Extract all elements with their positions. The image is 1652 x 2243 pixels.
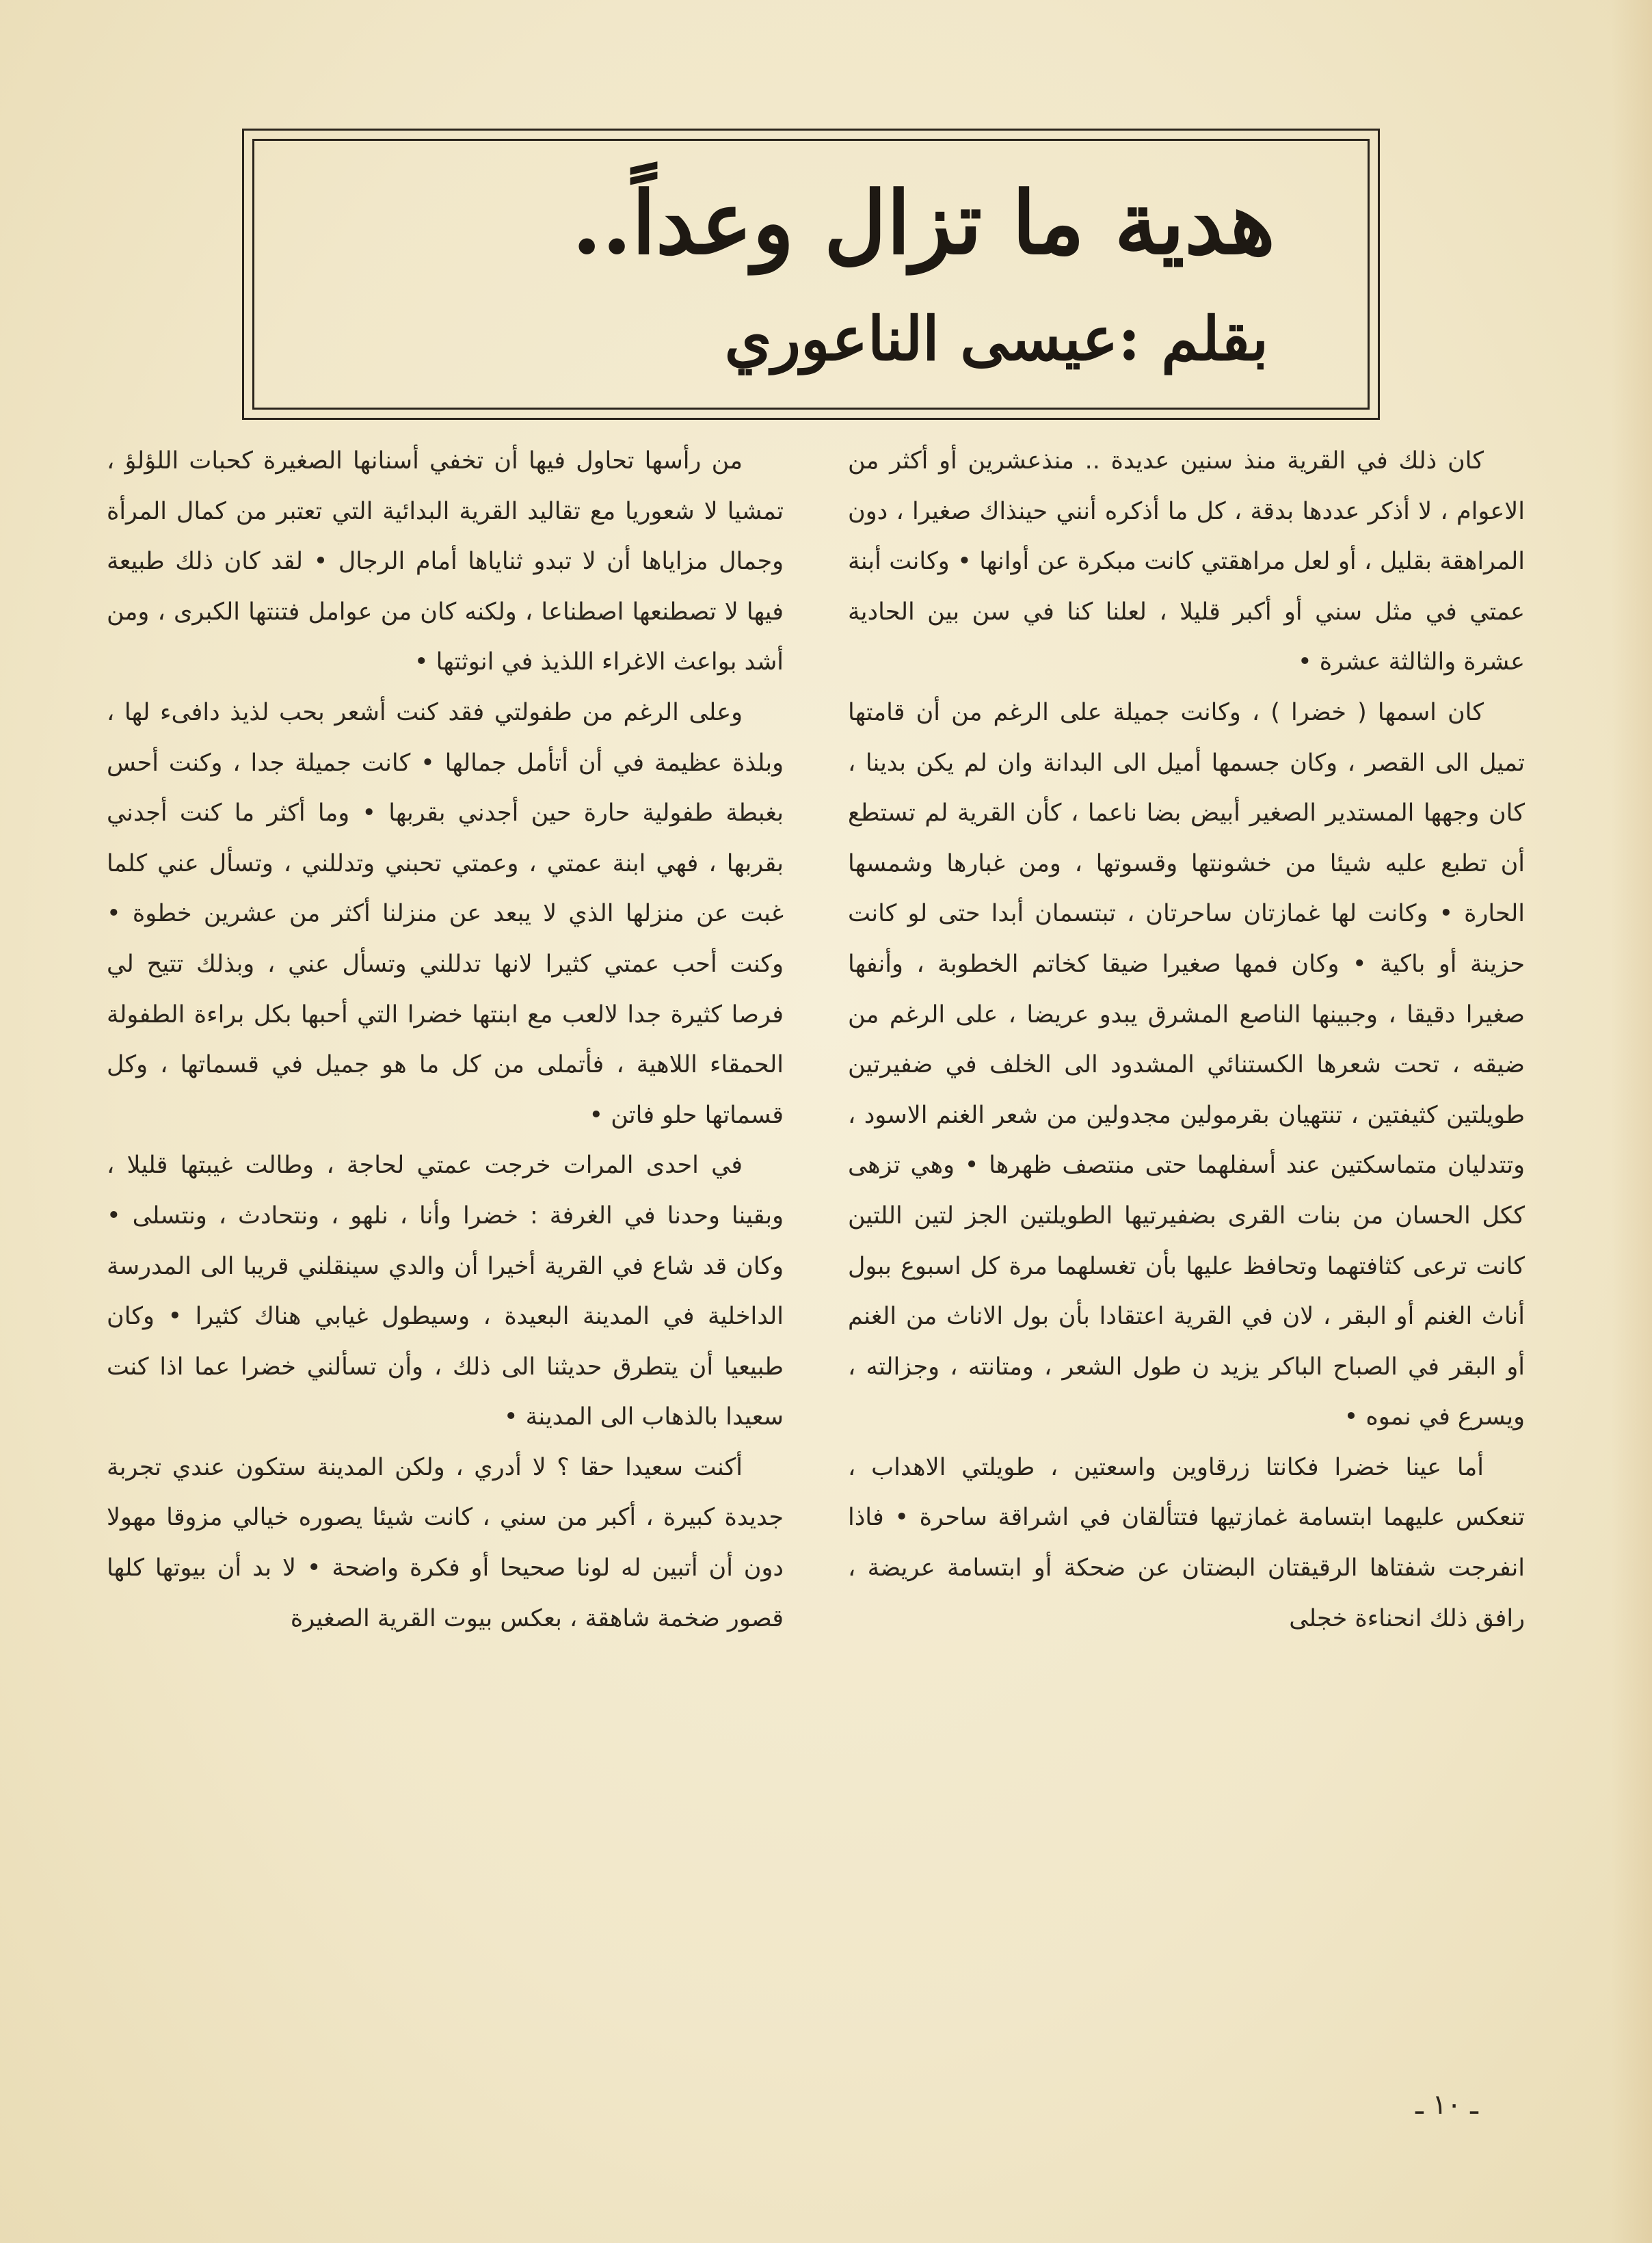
title-frame (242, 129, 1380, 420)
article-title: هدية ما تزال وعداً.. (572, 172, 1275, 274)
paragraph: كان اسمها ( خضرا ) ، وكانت جميلة على الرغم من أن قامتها تميل الى القصر ، وكان جسمها أميل الى البدانة وان لم يكن بدينا ، كان وجهها المستدير الصغير أبيض بضا ناعما ، كأن القرية لم تستطع أن تطبع عليه شيئا من خشونتها وقسوتها ، ومن غبارها وشمسها الحارة • وكانت لها غمازتان ساحرتان ، تبتسمان أبدا حتى لو كانت حزينة أو باكية • وكان فمها صغيرا ضيقا كخاتم الخطوبة ، وأنفها صغيرا دقيقا ، وجبينها الناصع المشرق يبدو عريضا ، على الرغم من ضيقه ، تحت شعرها الكستنائي المشدود الى الخلف في ضفيرتين طويلتين كثيفتين ، تنتهيان بقرمولين مجدولين من شعر الغنم الاسود ، وتتدليان متماسكتين عند أسفلهما حتى منتصف ظهرها • وهي تزهى ككل الحسان من بنات القرى بضفيرتيها الطويلتين الجز لتين اللتين كانت ترعى كثافتهما وتحافظ عليها بأن تغسلهما مرة كل اسبوع ببول أناث الغنم أو البقر ، لان في القرية اعتقادا بأن بول الاناث من الغنم أو البقر في الصباح الباكر يزيد ن طول الشعر ، ومتانته ، وجزالته ، ويسرع في نموه • (848, 698, 1525, 1431)
paragraph: أما عينا خضرا فكانتا زرقاوين واسعتين ، طويلتي الاهداب ، تنعكس عليهما ابتسامة غمازتيها فتتألقان في اشراقة ساحرة • فاذا انفرجت شفتاها الرقيقتان البضتان عن ضحكة أو ابتسامة عريضة ، رافق ذلك انحناءة خجلى (848, 1453, 1525, 1632)
paragraph: وعلى الرغم من طفولتي فقد كنت أشعر بحب لذيذ دافىء لها ، وبلذة عظيمة في أن أتأمل جمالها • كانت جميلة جدا ، وكنت أحس بغبطة طفولية حارة حين أجدني بقربها • وما أكثر ما كنت أجدني بقربها ، فهي ابنة عمتي ، وعمتي تحبني وتدللني ، وتسأل عني كلما غبت عن منزلها الذي لا يبعد عن منزلنا أكثر من عشرين خطوة • وكنت أحب عمتي كثيرا لانها تدللني وتسأل عني ، وبذلك تتيح لي فرصا كثيرة جدا لالعب مع ابنتها خضرا التي أحبها بكل براءة الطفولة الحمقاء اللاهية ، فأتملى من كل ما هو جميل في قسماتها ، وكل قسماتها حلو فاتن • (107, 698, 784, 1129)
page-edge-stain (1611, 0, 1652, 2243)
article-byline: بقلم :عيسى الناعوري (724, 303, 1268, 374)
text-column-left (107, 436, 784, 1644)
paragraph: في احدى المرات خرجت عمتي لحاجة ، وطالت غيبتها قليلا ، وبقينا وحدنا في الغرفة : خضرا وأنا ، نلهو ، ونتحادث ، ونتسلى • وكان قد شاع في القرية أخيرا أن والدي سينقلني قريبا الى المدرسة الداخلية في المدينة البعيدة ، وسيطول غيابي هناك كثيرا • وكان طبيعيا أن يتطرق حديثنا الى ذلك ، وأن تسألني خضرا عما اذا كنت سعيدا بالذهاب الى المدينة • (107, 1152, 784, 1431)
paragraph: أكنت سعيدا حقا ؟ لا أدري ، ولكن المدينة ستكون عندي تجربة جديدة كبيرة ، أكبر من سني ، كانت شيئا يصوره خيالي مزوقا مهولا دون أن أتبين له لونا صحيحا أو فكرة واضحة • لا بد أن بيوتها كلها قصور ضخمة شاهقة ، بعكس بيوت القرية الصغيرة (107, 1453, 784, 1632)
page-number: ـ ١٠ ـ (1415, 2089, 1478, 2121)
paragraph: من رأسها تحاول فيها أن تخفي أسنانها الصغيرة كحبات اللؤلؤ ، تمشيا لا شعوريا مع تقاليد القرية البدائية التي تعتبر من كمال المرأة وجمال مزاياها أن لا تبدو ثناياها أمام الرجال • لقد كان ذلك طبيعة فيها لا تصطنعها اصطناعا ، ولكنه كان من عوامل فتنتها الكبرى ، ومن أشد بواعث الاغراء اللذيذ في انوثتها • (107, 447, 784, 676)
paragraph: كان ذلك في القرية منذ سنين عديدة .. منذعشرين أو أكثر من الاعوام ، لا أذكر عددها بدقة ، كل ما أذكره أنني حينذاك صغيرا ، دون المراهقة بقليل ، أو لعل مراهقتي كانت مبكرة عن أوانها • وكانت أبنة عمتي في مثل سني أو أكبر قليلا ، لعلنا كنا في سن بين الحادية عشرة والثالثة عشرة • (848, 447, 1525, 676)
text-column-right (848, 436, 1525, 1644)
